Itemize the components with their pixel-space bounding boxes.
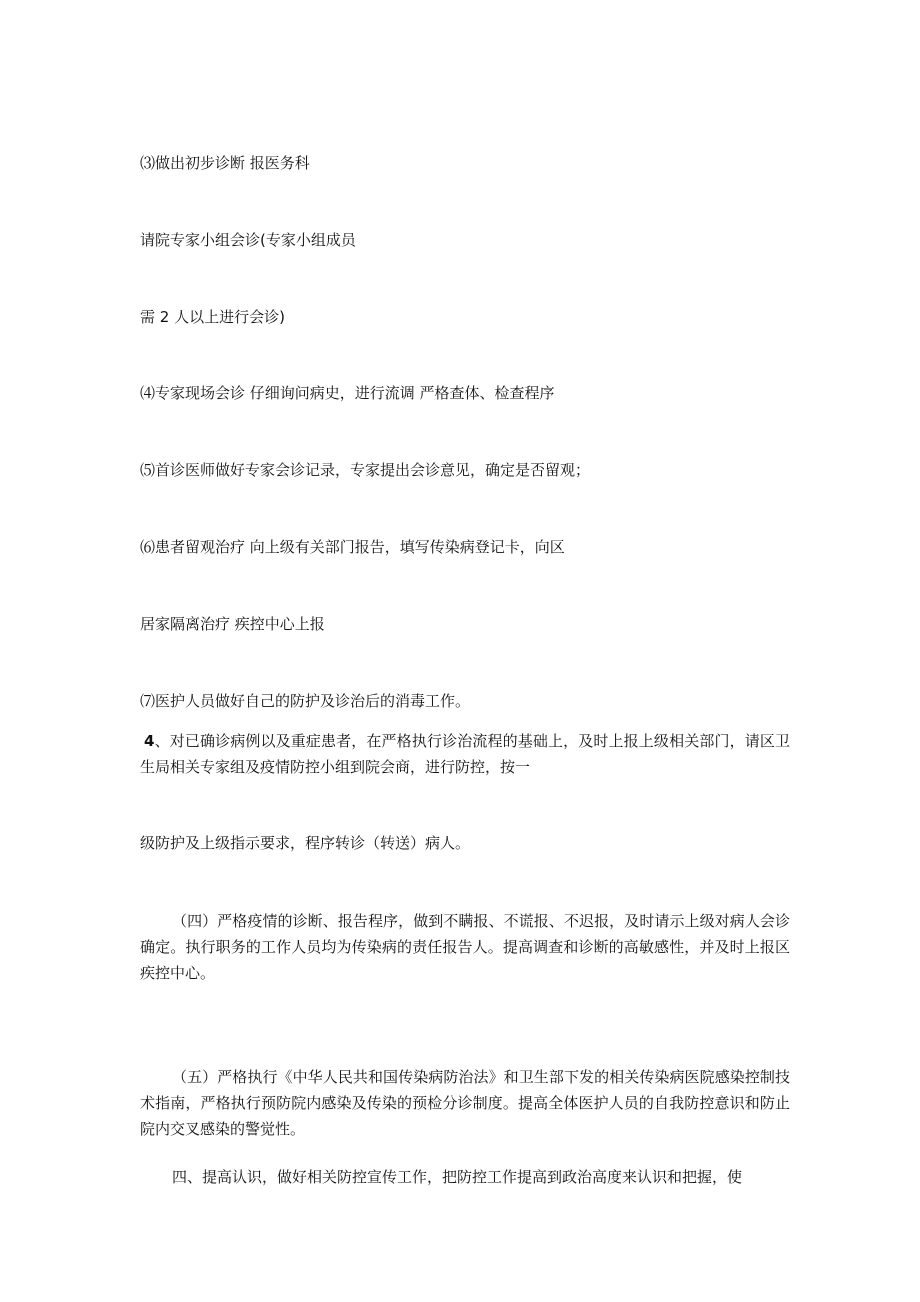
section-four-paragraph: （四）严格疫情的诊断、报告程序，做到不瞒报、不谎报、不迟报，及时请示上级对病人会诊确定。执行职务的工作人员均为传染病的责任报告人。提高调查和诊断的高敏感性，并及时上报区疾控中心。 xyxy=(140,912,790,982)
item-4-paragraph xyxy=(140,728,790,780)
step-4-line: ⑷专家现场会诊 仔细询问病史，进行流调 严格查体、检查程序 xyxy=(140,384,555,402)
step-5-line: ⑸首诊医师做好专家会诊记录，专家提出会诊意见，确定是否留观； xyxy=(140,461,591,479)
section-five-paragraph: （五）严格执行《中华人民共和国传染病防治法》和卫生部下发的相关传染病医院感染控制技术指南，严格执行预防院内感染及传染的预检分诊制度。提高全体医护人员的自我防控意识和防止院内交叉感染的警觉性。 xyxy=(140,1068,790,1138)
home-isolation-line: 居家隔离治疗 疾控中心上报 xyxy=(140,615,325,633)
consult-requirement-line: 需 2 人以上进行会诊) xyxy=(140,308,285,326)
chapter-four-paragraph: 四、提高认识，做好相关防控宣传工作，把防控工作提高到政治高度来认识和把握，使 xyxy=(172,1168,743,1186)
item-4-continuation: 级防护及上级指示要求，程序转诊（转送）病人。 xyxy=(140,834,471,852)
consult-request-line: 请院专家小组会诊(专家小组成员 xyxy=(140,231,356,249)
step-6-line: ⑹患者留观治疗 向上级有关部门报告，填写传染病登记卡，向区 xyxy=(140,538,565,556)
step-7-line: ⑺医护人员做好自己的防护及诊治后的消毒工作。 xyxy=(140,692,471,710)
step-3-line: ⑶做出初步诊断 报医务科 xyxy=(140,154,310,172)
item-4-text: 、对已确诊病例以及重症患者，在严格执行诊治流程的基础上，及时上报上级相关部门，请区卫生局相关专家组及疫情防控小组到院会商，进行防控，按一 xyxy=(140,732,790,776)
item-4-number: 4 xyxy=(144,732,155,750)
